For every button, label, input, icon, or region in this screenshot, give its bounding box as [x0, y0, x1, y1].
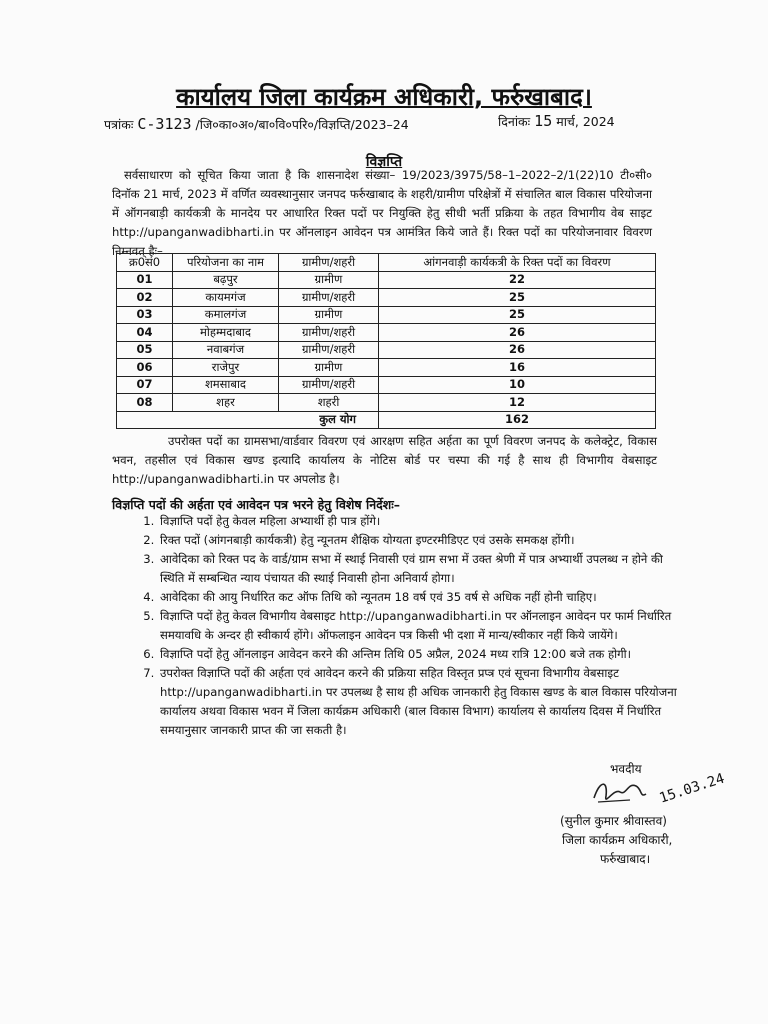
row-serial: 01	[117, 271, 173, 289]
issue-date	[498, 112, 615, 130]
row-project: कमालगंज	[173, 306, 279, 324]
col-header-project: परियोजना का नाम	[173, 254, 279, 272]
row-vacancies: 26	[379, 324, 656, 342]
row-area: ग्रामीण	[279, 359, 379, 377]
row-serial: 06	[117, 359, 173, 377]
row-vacancies: 25	[379, 289, 656, 307]
row-vacancies: 10	[379, 376, 656, 394]
row-area: शहरी	[279, 394, 379, 412]
list-item: 4. आवेदिका की आयु निर्धारित कट ऑफ तिथि को न्यूनतम 18 वर्ष एवं 35 वर्ष से अधिक नहीं होनी चाहिए।	[158, 588, 683, 607]
row-project: राजेपुर	[173, 359, 279, 377]
closing-text: भवदीय	[610, 762, 642, 776]
date-label: दिनांकः	[498, 114, 531, 129]
row-area: ग्रामीण	[279, 306, 379, 324]
table-row	[117, 289, 656, 307]
date-rest: मार्च, 2024	[556, 114, 615, 129]
table-row	[117, 306, 656, 324]
notice-heading: विज्ञप्ति	[365, 154, 403, 170]
list-item: 7. उपरोक्त विज्ञाप्ति पदों की अर्हता एवं आवेदन करने की प्रक्रिया सहित विस्तृत प्रप्त्र एवं सूचना विभागीय वेबसाइट http://upanganwadibharti.in पर उपलब्ध है साथ ही अधिक जानकारी हेतु विकास खण्ड के बाल विकास परियोजना कार्यालय अथवा विकास भवन में जिला कार्यक्रम अधिकारी (बाल विकास विभाग) कार्यालय से कार्यालय दिवस में निर्धारित समयानुसार जानकारी प्राप्त की जा सकती है।	[158, 664, 683, 740]
after-table-text: उपरोक्त पदों का ग्रामसभा/वार्डवार विवरण एवं आरक्षण सहित अर्हता का पूर्ण विवरण जनपद के कलेक्ट्रेट, विकास भवन, तहसील एवं विकास खण्ड इत्यादि कार्यालय के नोटिस बोर्ड पर चस्पा की गई है साथ ही विभागीय वेबसाइट http://upanganwadibharti.in पर अपलोड है।	[112, 434, 657, 486]
list-item: 6. विज्ञाप्ति पदों हेतु ऑनलाइन आवेदन करने की अन्तिम तिथि 05 अप्रैल, 2024 मध्य रात्रि 12:00 बजे तक होगी।	[158, 645, 683, 664]
col-header-vacancies: आंगनवाड़ी कार्यकत्री के रिक्त पदों का विवरण	[379, 254, 656, 272]
total-value: 162	[379, 411, 656, 429]
row-project: कायमगंज	[173, 289, 279, 307]
office-title: कार्यालय जिला कार्यक्रम अधिकारी, फर्रुखाबाद।	[176, 83, 592, 111]
list-item: 3. आवेदिका को रिक्त पद के वार्ड/ग्राम सभा में स्थाई निवासी एवं ग्राम सभा में उक्त श्रेणी में पात्र अभ्यार्थी उपलब्ध न होने की स्थिति में सम्बन्धित न्याय पंचायत की स्थाई निवासी होना अनिवार्य होगा।	[158, 550, 683, 588]
row-serial: 08	[117, 394, 173, 412]
row-project: शमसाबाद	[173, 376, 279, 394]
table-row	[117, 271, 656, 289]
signature-scribble-icon	[590, 772, 650, 812]
table-row	[117, 359, 656, 377]
table-row	[117, 376, 656, 394]
row-vacancies: 26	[379, 341, 656, 359]
table-row	[117, 324, 656, 342]
row-area: ग्रामीण	[279, 271, 379, 289]
instructions-list	[138, 512, 683, 740]
row-vacancies: 22	[379, 271, 656, 289]
after-table-paragraph	[112, 432, 657, 489]
ref-label: पत्रांकः	[104, 117, 134, 132]
intro-text: सर्वसाधारण को सूचित किया जाता है कि शासनादेश संख्या– 19/2023/3975/58–1–2022–2/1(22)10 टी०सी० दिनॉक 21 मार्च, 2023 में वर्णित व्यवस्थानुसार जनपद फर्रुखाबाद के शहरी/ग्रामीण परिक्षेत्रों में संचालित बाल विकास परियोजना में ऑगनबाड़ी कार्यकत्री के मानदेय पर आधारित रिक्त पदों पर नियुक्ति हेतु सीधी भर्ती प्रक्रिया के तहत विभागीय वेब साइट http://upanganwadibharti.in पर ऑनलाइन आवेदन पत्र आमंत्रित किये जाते हैं। रिक्त पदों का परियोजनावार विवरण निम्नवत् हैः–	[112, 168, 652, 258]
row-serial: 05	[117, 341, 173, 359]
table-header-row	[117, 254, 656, 272]
table-row	[117, 394, 656, 412]
reference-number	[104, 115, 409, 133]
row-area: ग्रामीण/शहरी	[279, 289, 379, 307]
total-label: कुल योग	[117, 411, 379, 429]
intro-paragraph	[112, 166, 652, 261]
vacancy-table	[116, 253, 656, 429]
row-vacancies: 25	[379, 306, 656, 324]
col-header-area: ग्रामीण/शहरी	[279, 254, 379, 272]
row-vacancies: 16	[379, 359, 656, 377]
row-area: ग्रामीण/शहरी	[279, 376, 379, 394]
ref-rest: /जि०का०अ०/बा०वि०परि०/विज्ञप्ति/2023–24	[195, 117, 409, 132]
row-area: ग्रामीण/शहरी	[279, 324, 379, 342]
row-project: मोहम्मदाबाद	[173, 324, 279, 342]
row-project: नवाबगंज	[173, 341, 279, 359]
handwritten-signature-date: 15.03.24	[657, 770, 727, 807]
signatory-place: फर्रुखाबाद।	[600, 852, 651, 866]
col-header-serial: क्र0सं0	[117, 254, 173, 272]
list-item: 5. विज्ञाप्ति पदों हेतु केवल विभागीय वेबसाइट http://upanganwadibharti.in पर ऑनलाइन आवेदन पर फार्म निर्धारित समयावधि के अन्दर ही स्वीकार्य होंगे। ऑफलाइन आवेदन पत्र किसी भी दशा में मान्य/स्वीकार नहीं किये जायेंगे।	[158, 607, 683, 645]
row-serial: 04	[117, 324, 173, 342]
signatory-name: (सुनील कुमार श्रीवास्तव)	[560, 814, 667, 828]
row-project: शहर	[173, 394, 279, 412]
row-serial: 02	[117, 289, 173, 307]
instructions-heading: विज्ञप्ति पदों की अर्हता एवं आवेदन पत्र भरने हेतु विशेष निर्देशः–	[112, 497, 401, 512]
row-serial: 03	[117, 306, 173, 324]
signatory-designation: जिला कार्यक्रम अधिकारी,	[562, 833, 673, 847]
date-handwritten-day: 15	[534, 112, 553, 130]
list-item: 1. विज्ञाप्ति पदों हेतु केवल महिला अभ्यार्थी ही पात्र होंगे।	[158, 512, 683, 531]
row-serial: 07	[117, 376, 173, 394]
row-project: बढ़पुर	[173, 271, 279, 289]
list-item: 2. रिक्त पदों (आंगनबाड़ी कार्यकत्री) हेतु न्यूनतम शैक्षिक योग्यता इण्टरमीडिएट एवं उसके समकक्ष होंगी।	[158, 531, 683, 550]
table-total-row	[117, 411, 656, 429]
ref-handwritten-number: C-3123	[137, 115, 192, 133]
row-area: ग्रामीण/शहरी	[279, 341, 379, 359]
row-vacancies: 12	[379, 394, 656, 412]
table-row	[117, 341, 656, 359]
